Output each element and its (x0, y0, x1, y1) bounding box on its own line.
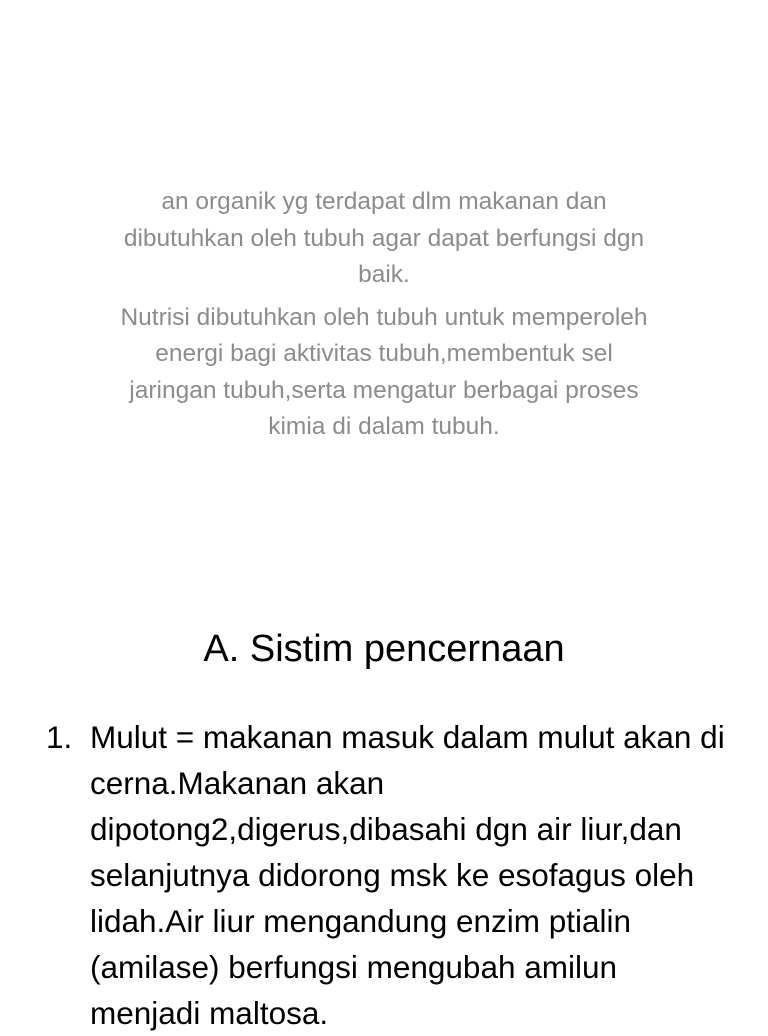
intro-paragraph-1: an organik yg terdapat dlm makanan dan dibutuhkan oleh tubuh agar dapat berfungsi dgn baik. (123, 188, 645, 288)
intro-text-block (110, 184, 658, 446)
section-title: A. Sistim pencernaan (203, 628, 565, 670)
list-item-number: 1. (46, 719, 73, 755)
slide-digestive-system (0, 576, 768, 1031)
list-item-text: Mulut = makanan masuk dalam mulut akan di cerna.Makanan akan dipotong2,digerus,dibasahi dgn air liur,dan selanjutnya didorong msk ke esofagus oleh lidah.Air liur mengandung enzim ptialin (amilase) berfungsi mengubah amilun menjadi maltosa. (90, 719, 725, 1031)
intro-paragraph-2: Nutrisi dibutuhkan oleh tubuh untuk memperoleh energi bagi aktivitas tubuh,membentuk sel jaringan tubuh,serta mengatur berbagai proses kimia di dalam tubuh. (120, 303, 648, 440)
numbered-list (46, 714, 726, 1036)
list-item (46, 714, 726, 1036)
